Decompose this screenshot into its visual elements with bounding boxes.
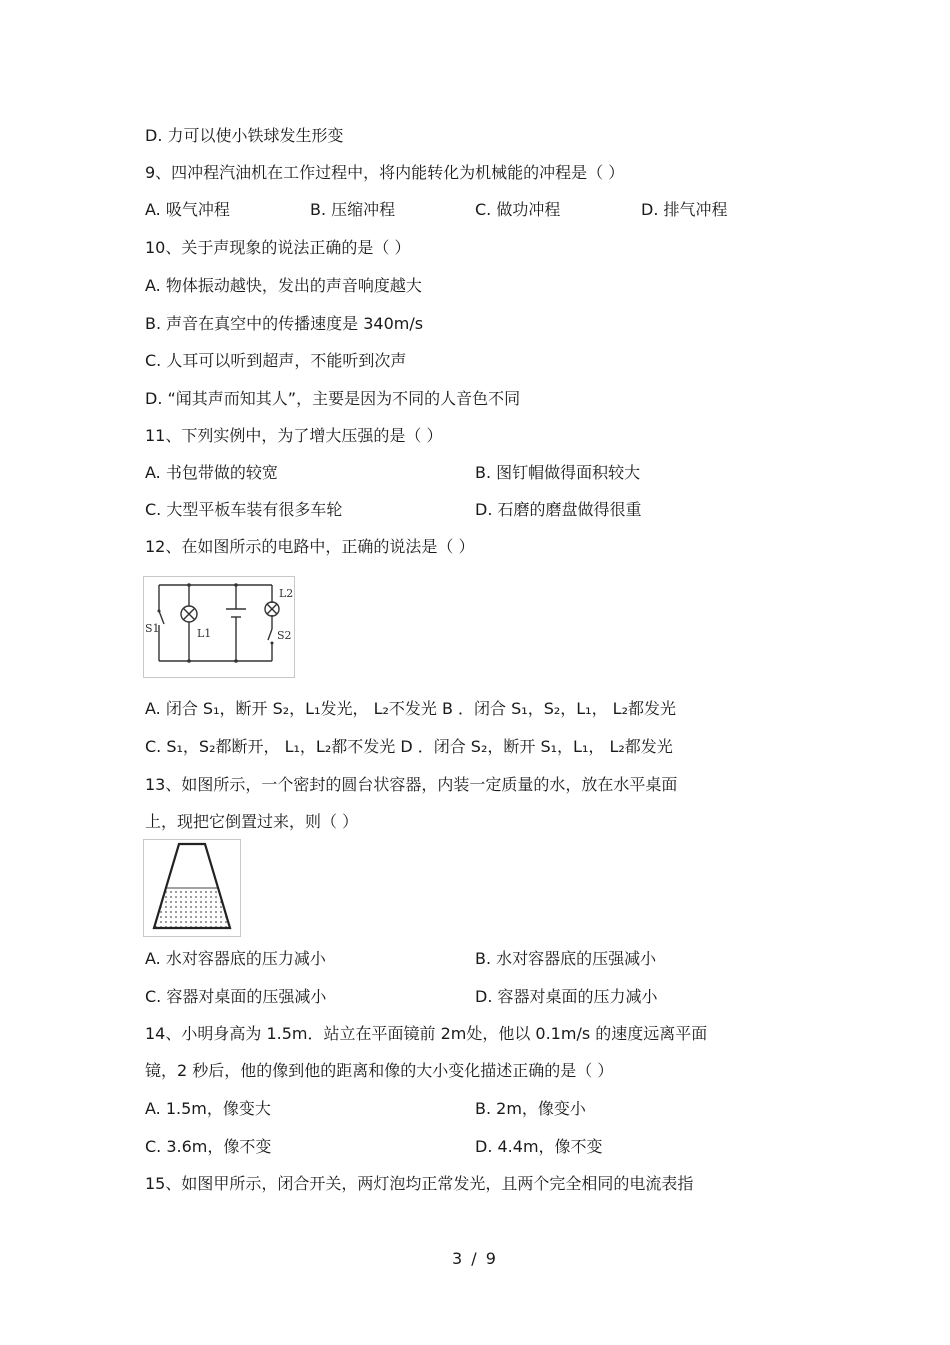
s2-label: S2	[277, 629, 292, 642]
q11-stem: 11、下列实例中，为了增大压强的是（ ）	[145, 426, 443, 445]
q10-option-c: C. 人耳可以听到超声，不能听到次声	[145, 351, 407, 370]
q13-option-a: A. 水对容器底的压力减小	[145, 949, 326, 968]
q13-option-b: B. 水对容器底的压强减小	[475, 949, 657, 968]
q14-option-a: A. 1.5m，像变大	[145, 1099, 271, 1118]
q10-option-d: D. “闻其声而知其人”，主要是因为不同的人音色不同	[145, 389, 521, 408]
q11-option-d: D. 石磨的磨盘做得很重	[475, 500, 642, 519]
q9-option-c: C. 做功冲程	[475, 200, 561, 219]
q13-stem-line2: 上，现把它倒置过来，则（ ）	[145, 812, 359, 831]
q11-option-c: C. 大型平板车装有很多车轮	[145, 500, 343, 519]
s1-label: S1	[145, 622, 160, 635]
q10-option-b: B. 声音在真空中的传播速度是 340m/s	[145, 314, 424, 333]
page-number: 3 / 9	[452, 1249, 498, 1268]
q11-option-a: A. 书包带做的较宽	[145, 463, 278, 482]
l2-label: L2	[279, 587, 294, 600]
q14-option-c: C. 3.6m，像不变	[145, 1137, 272, 1156]
q10-option-a: A. 物体振动越快，发出的声音响度越大	[145, 276, 422, 295]
frustum-container-diagram	[143, 839, 241, 937]
q8-option-d: D. 力可以使小铁球发生形变	[145, 126, 344, 145]
q14-option-d: D. 4.4m，像不变	[475, 1137, 603, 1156]
q9-option-a: A. 吸气冲程	[145, 200, 230, 219]
q13-option-d: D. 容器对桌面的压力减小	[475, 987, 658, 1006]
q11-option-b: B. 图钉帽做得面积较大	[475, 463, 641, 482]
q12-options-ab: A. 闭合 S₁，断开 S₂，L₁发光， L₂不发光 B ．闭合 S₁，S₂，L₁， L₂都发光	[145, 699, 677, 718]
q13-stem-line1: 13、如图所示，一个密封的圆台状容器，内装一定质量的水，放在水平桌面	[145, 775, 678, 794]
q14-stem-line1: 14、小明身高为 1.5m．站立在平面镜前 2m处，他以 0.1m/s 的速度远离平面	[145, 1024, 708, 1043]
q9-option-d: D. 排气冲程	[641, 200, 728, 219]
q13-option-c: C. 容器对桌面的压强减小	[145, 987, 327, 1006]
q12-options-cd: C. S₁，S₂都断开， L₁，L₂都不发光 D ．闭合 S₂，断开 S₁，L₁， L₂都发光	[145, 737, 673, 756]
circuit-diagram	[143, 576, 295, 678]
q10-stem: 10、关于声现象的说法正确的是（ ）	[145, 238, 411, 257]
q12-stem: 12、在如图所示的电路中，正确的说法是（ ）	[145, 537, 475, 556]
q14-option-b: B. 2m，像变小	[475, 1099, 586, 1118]
q9-stem: 9、四冲程汽油机在工作过程中，将内能转化为机械能的冲程是（ ）	[145, 163, 625, 182]
l1-label: L1	[197, 627, 212, 640]
q14-stem-line2: 镜，2 秒后，他的像到他的距离和像的大小变化描述正确的是（ ）	[145, 1061, 614, 1080]
q9-option-b: B. 压缩冲程	[310, 200, 396, 219]
q15-stem: 15、如图甲所示，闭合开关，两灯泡均正常发光，且两个完全相同的电流表指	[145, 1174, 694, 1193]
